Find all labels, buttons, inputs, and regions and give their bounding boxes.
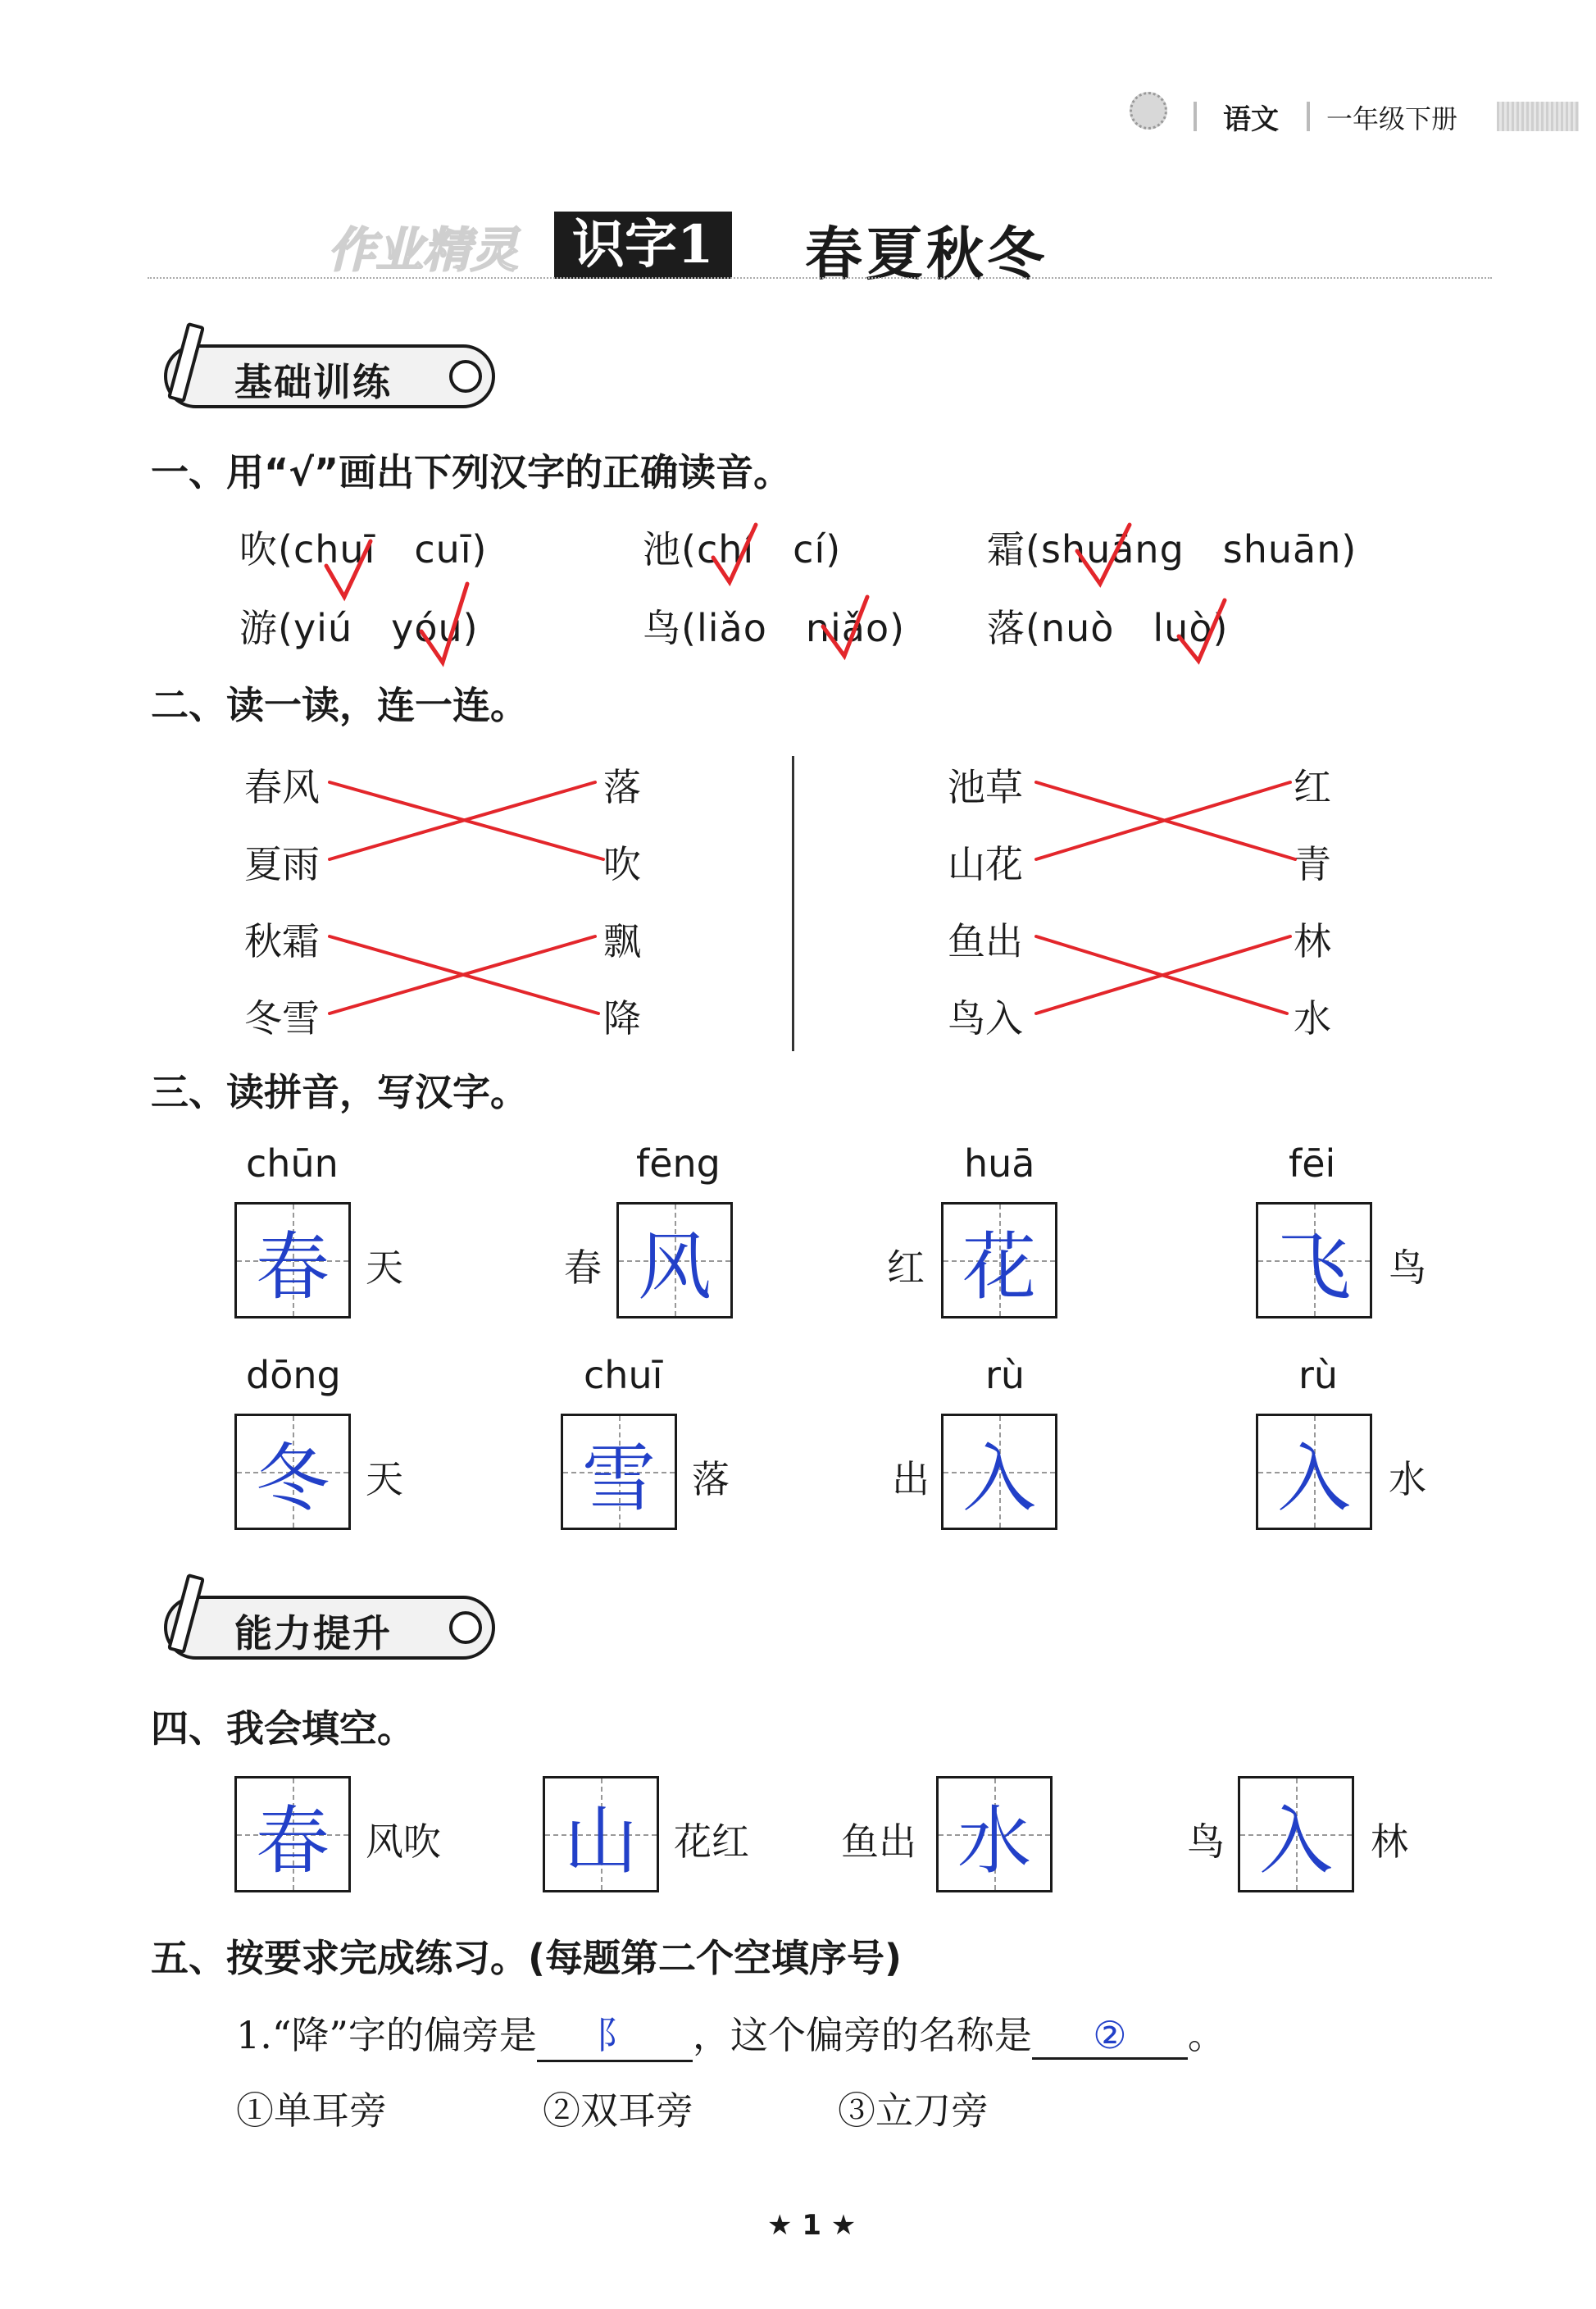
- match-word: 夏雨: [244, 842, 320, 886]
- writing-grid[interactable]: [234, 1776, 351, 1892]
- page-title: 春夏秋冬: [805, 220, 1048, 288]
- match-target: 降: [603, 996, 641, 1041]
- context-char: 落: [692, 1457, 730, 1501]
- section-label: 基础训练: [234, 360, 392, 404]
- pinyin-choice: 鸟(liǎo niǎo): [643, 606, 906, 650]
- context-char: 鸟: [1187, 1819, 1225, 1864]
- option-item: ①单耳旁: [236, 2088, 387, 2133]
- context-char: 水: [1389, 1457, 1426, 1501]
- sentence-suffix: 。: [1187, 2013, 1225, 2057]
- match-target: 青: [1294, 842, 1331, 886]
- section-label: 能力提升: [234, 1611, 392, 1655]
- match-target: 吹: [603, 842, 641, 886]
- context-char: 花红: [674, 1819, 749, 1864]
- writing-grid[interactable]: [936, 1776, 1053, 1892]
- writing-grid[interactable]: [941, 1202, 1057, 1318]
- answer-char: 春: [256, 1224, 330, 1310]
- answer-char: 花: [962, 1224, 1036, 1310]
- question-title: 一、用“√”画出下列汉字的正确读音。: [151, 450, 792, 494]
- pinyin-label: dōng: [246, 1353, 341, 1397]
- answer-char: 水: [957, 1798, 1031, 1884]
- match-target: 飘: [603, 919, 641, 963]
- answer-char: 入: [1277, 1436, 1351, 1522]
- question-title: 二、读一读，连一连。: [151, 683, 528, 727]
- context-char: 天: [366, 1457, 403, 1501]
- answer-char: 风: [638, 1224, 712, 1310]
- match-target: 林: [1294, 919, 1331, 963]
- answer-char: 冬: [256, 1436, 330, 1522]
- question-title: 四、我会填空。: [151, 1706, 415, 1751]
- match-word: 鸟入: [948, 996, 1023, 1041]
- match-word: 秋霜: [244, 919, 320, 963]
- context-char: 出: [892, 1457, 930, 1501]
- match-word: 冬雪: [244, 996, 320, 1041]
- ring-icon: [449, 1611, 482, 1644]
- writing-grid[interactable]: [1238, 1776, 1354, 1892]
- answer-char: 山: [564, 1798, 638, 1884]
- writing-grid[interactable]: [1256, 1202, 1372, 1318]
- question-title: 三、读拼音，写汉字。: [151, 1070, 528, 1114]
- pencil-icon: [167, 1573, 205, 1654]
- answer-char: 春: [256, 1798, 330, 1884]
- answer-char: 入: [962, 1436, 1036, 1522]
- match-lines: [0, 0, 1596, 1066]
- section-badge-advanced: [164, 1596, 495, 1660]
- pinyin-label: chuī: [584, 1353, 663, 1397]
- fill-blank-sentence: [236, 2006, 1225, 2062]
- answer-char: 入: [1259, 1798, 1333, 1884]
- pinyin-label: huā: [964, 1141, 1035, 1186]
- header-subject: 语文: [1223, 103, 1279, 136]
- match-word: 池草: [948, 765, 1023, 809]
- page-number: ★ 1 ★: [767, 2209, 857, 2242]
- question-title: 五、按要求完成练习。(每题第二个空填序号): [151, 1936, 903, 1980]
- writing-grid[interactable]: [561, 1414, 677, 1530]
- answer-blank-name[interactable]: ②: [1032, 2013, 1188, 2060]
- pinyin-label: rù: [985, 1353, 1025, 1397]
- context-char: 林: [1371, 1819, 1408, 1864]
- pinyin-choice: 落(nuò luò): [987, 606, 1229, 650]
- match-target: 落: [603, 765, 641, 809]
- sentence-middle: ，这个偏旁的名称是: [692, 2013, 1032, 2057]
- match-target: 红: [1294, 765, 1331, 809]
- writing-grid[interactable]: [941, 1414, 1057, 1530]
- context-char: 鸟: [1389, 1246, 1426, 1290]
- context-char: 天: [366, 1246, 403, 1290]
- match-target: 水: [1294, 996, 1331, 1041]
- answer-blank-radical[interactable]: 阝: [537, 2006, 693, 2062]
- sentence-prefix: 1.“降”字的偏旁是: [236, 2013, 537, 2057]
- writing-grid[interactable]: [1256, 1414, 1372, 1530]
- context-char: 鱼出: [841, 1819, 916, 1864]
- writing-grid[interactable]: [543, 1776, 659, 1892]
- answer-char: 飞: [1277, 1224, 1351, 1310]
- pinyin-label: fēi: [1289, 1141, 1336, 1186]
- match-word: 春风: [244, 765, 320, 809]
- header-grade: 一年级下册: [1326, 103, 1458, 134]
- writing-grid[interactable]: [234, 1202, 351, 1318]
- lesson-number: 识字1: [554, 212, 732, 279]
- answer-char: 雪: [582, 1436, 656, 1522]
- pinyin-label: rù: [1298, 1353, 1339, 1397]
- match-word: 山花: [948, 842, 1023, 886]
- match-word: 鱼出: [948, 919, 1023, 963]
- option-item: ③立刀旁: [838, 2088, 989, 2133]
- context-char: 红: [887, 1246, 925, 1290]
- context-char: 春: [564, 1246, 602, 1290]
- context-char: 风吹: [366, 1819, 441, 1864]
- writing-grid[interactable]: [234, 1414, 351, 1530]
- pinyin-label: chūn: [246, 1141, 339, 1186]
- watermark-text: 作业精灵: [328, 222, 519, 278]
- pinyin-choice: 吹(chuī cuī): [239, 527, 488, 572]
- pinyin-label: fēng: [636, 1141, 721, 1186]
- pinyin-choice: 池(chí cí): [643, 527, 842, 572]
- option-item: ②双耳旁: [543, 2088, 693, 2133]
- writing-grid[interactable]: [616, 1202, 733, 1318]
- pinyin-choice: 霜(shuāng shuān): [987, 527, 1357, 572]
- pinyin-choice: 游(yiú yóu): [239, 606, 479, 650]
